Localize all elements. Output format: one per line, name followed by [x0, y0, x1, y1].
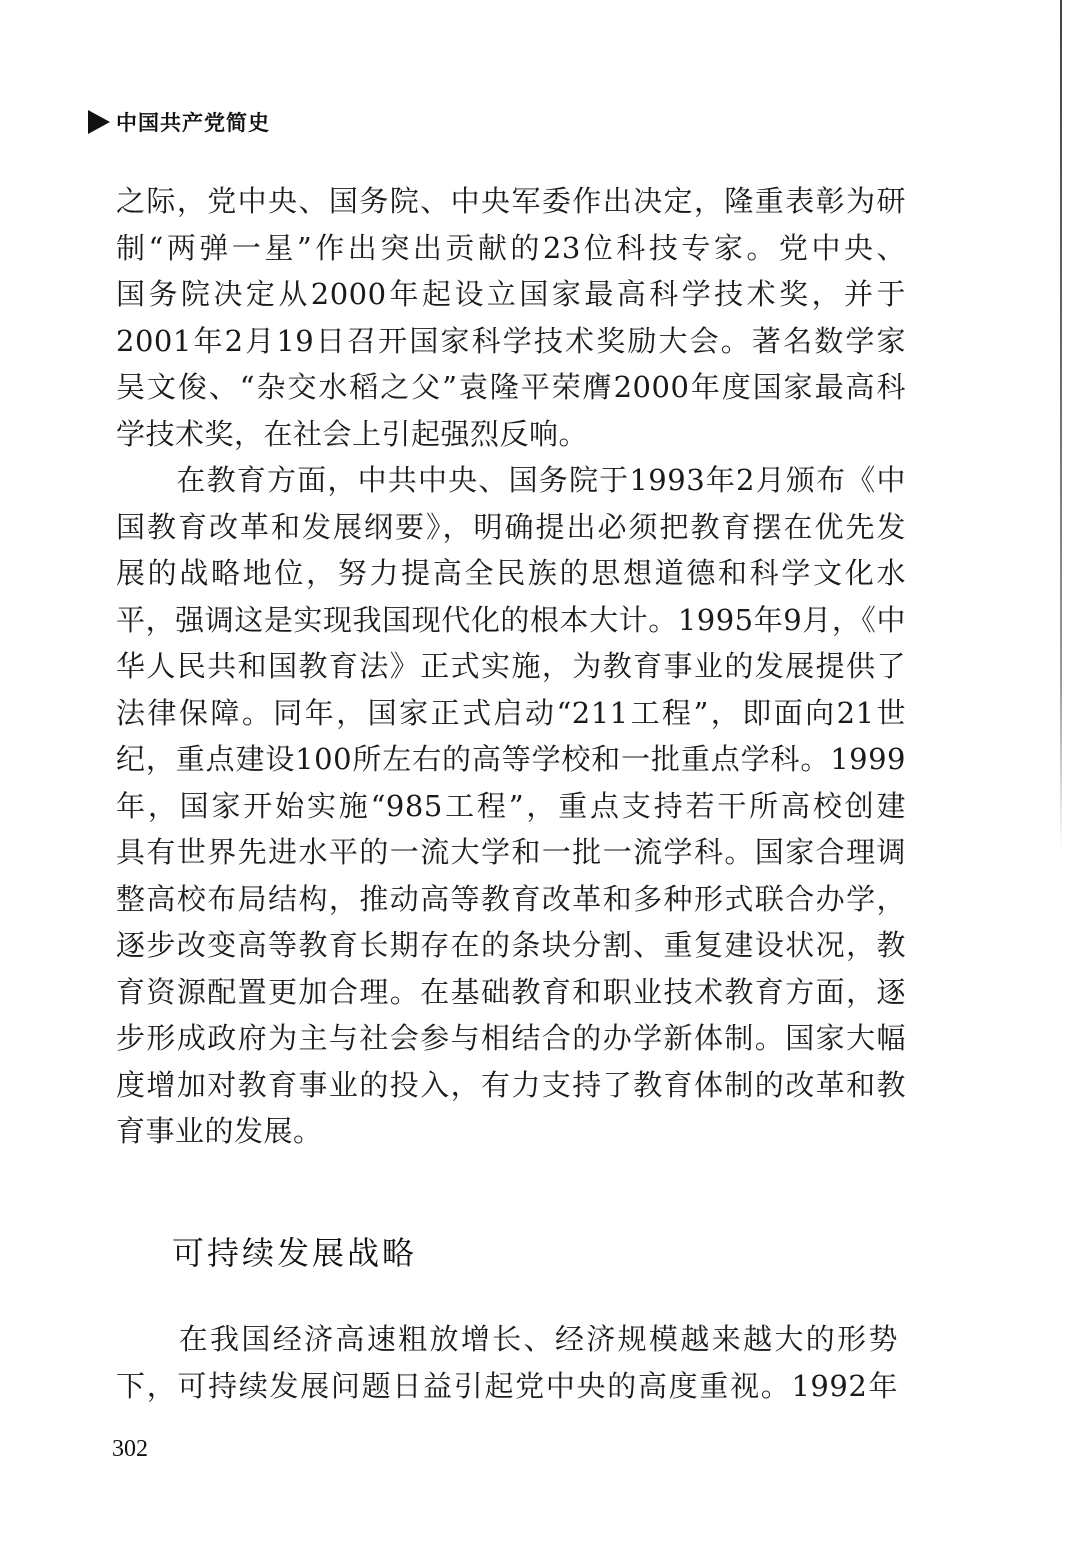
text-line: 法律保障。同年，国家正式启动“211工程”，即面向21世	[116, 695, 906, 730]
running-header-title: 中国共产党简史	[116, 111, 270, 135]
text-line: 国教育改革和发展纲要》，明确提出必须把教育摆在优先发	[116, 509, 906, 544]
text-line: 度增加对教育事业的投入，有力支持了教育体制的改革和教	[116, 1067, 906, 1102]
text-line: 平，强调这是实现我国现代化的根本大计。1995年9月，《中	[116, 602, 906, 637]
text-line: 育事业的发展。	[116, 1114, 323, 1148]
text-line: 之际，党中央、国务院、中央军委作出决定，隆重表彰为研	[116, 184, 906, 218]
text-line: 整高校布局结构，推动高等教育改革和多种形式联合办学，	[116, 881, 906, 916]
body-text	[116, 178, 906, 1155]
text-line: 制“两弹一星”作出突出贡献的23位科技专家。党中央、	[116, 230, 906, 265]
page-number: 302	[112, 1436, 148, 1462]
text-line: 2001年2月19日召开国家科学技术奖励大会。著名数学家	[116, 323, 906, 358]
text-line: 纪，重点建设100所左右的高等学校和一批重点学科。1999	[116, 742, 906, 776]
triangle-marker-icon	[88, 110, 110, 134]
section-heading: 可持续发展战略	[172, 1234, 418, 1272]
text-line: 展的战略地位，努力提高全民族的思想道德和科学文化水	[116, 556, 906, 590]
text-line: 育资源配置更加合理。在基础教育和职业技术教育方面，逐	[116, 974, 906, 1009]
text-line: 华人民共和国教育法》正式实施，为教育事业的发展提供了	[116, 649, 906, 683]
text-line: 国务院决定从2000年起设立国家最高科学技术奖，并于	[116, 277, 906, 311]
text-line: 下，可持续发展问题日益引起党中央的高度重视。1992年	[116, 1368, 898, 1403]
text-line: 在教育方面，中共中央、国务院于1993年2月颁布《中	[116, 463, 906, 497]
text-line: 步形成政府为主与社会参与相结合的办学新体制。国家大幅	[116, 1021, 906, 1055]
text-line: 年，国家开始实施“985工程”，重点支持若干所高校创建	[116, 788, 906, 823]
page-edge-line	[1060, 0, 1062, 850]
text-line: 学技术奖，在社会上引起强烈反响。	[116, 416, 589, 451]
text-line: 逐步改变高等教育长期存在的条块分割、重复建设状况，教	[116, 928, 906, 962]
text-line: 具有世界先进水平的一流大学和一批一流学科。国家合理调	[116, 835, 906, 869]
text-line: 在我国经济高速粗放增长、经济规模越来越大的形势	[116, 1322, 898, 1356]
section-body-text	[116, 1316, 898, 1409]
running-header	[88, 106, 270, 138]
text-line: 吴文俊、“杂交水稻之父”袁隆平荣膺2000年度国家最高科	[116, 370, 906, 404]
